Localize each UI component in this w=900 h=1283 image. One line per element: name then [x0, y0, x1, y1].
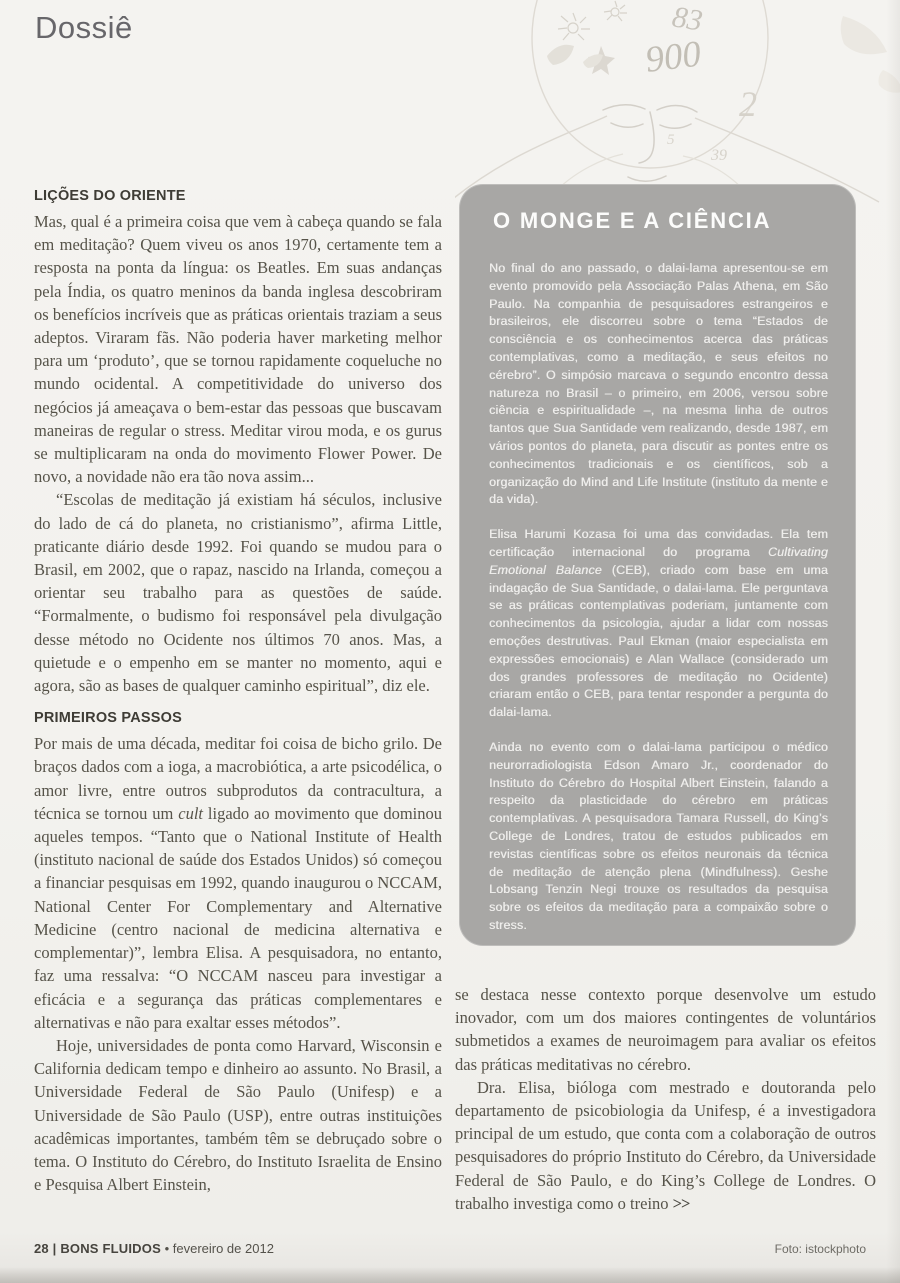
meditating-head-illustration — [455, 0, 900, 205]
star-doodle — [588, 46, 615, 75]
folio-and-issue — [34, 1241, 274, 1256]
face-lines — [603, 105, 697, 182]
italic-term: cult — [178, 803, 203, 823]
page-edge-shadow-right — [886, 0, 900, 1283]
article-paragraph: Mas, qual é a primeira coisa que vem à cabeça quando se fala em meditação? Quem viveu os anos 1970, certamente tem a resposta na ponta da língua: os Beatles. Em suas andanças pela Índia, os quatro meninos da banda inglesa descobriram os benefícios incríveis que as práticas orientais traziam a seus adeptos. Viraram fãs. Não poderia haver marketing melhor para um ‘produto’, que se tornou rapidamente coqueluche no mundo ocidental. A competitividade do universo dos negócios já ameaçava o bem-estar das pessoas que buscavam maneiras de regular o stress. Meditar virou moda, e os gurus se multiplicaram na onda do movimento Flower Power. De novo, a novidade não era tão nova assim... — [34, 212, 442, 487]
page-kicker: Dossiê — [35, 10, 133, 45]
page-footer — [34, 1241, 866, 1256]
magazine-folio: 28 | BONS FLUIDOS — [34, 1241, 161, 1256]
article-paragraph: se destaca nesse contexto porque desenvolve um estudo inovador, com um dos maiores contingentes de voluntários submetidos a exames de neuroimagem para avaliar os efeitos das práticas meditativas no cérebro. — [455, 985, 876, 1074]
italic-term: Cultivating Emotional Balance — [489, 544, 828, 577]
right-column — [455, 983, 876, 1215]
paragraph-text: Dra. Elisa, bióloga com mestrado e doutoranda pelo departamento de psicobiologia da Unifesp, é a investigadora principal de um estudo, que conta com a colaboração de outros pesquisadores do próprio Instituto do Cérebro, da Universidade Federal de São Paulo, e do King’s College de Londres. O trabalho investiga como o treino — [455, 1077, 876, 1213]
article-paragraph: Hoje, universidades de ponta como Harvard, Wisconsin e California dedicam tempo e dinheiro ao assunto. No Brasil, a Universidade Federal de São Paulo (Unifesp) e a Universidade de São Paulo (USP), entre outras instituições acadêmicas importantes, também têm se debruçado sobre o tema. O Instituto do Cérebro, do Instituto Israelita de Ensino e Pesquisa Albert Einstein, — [34, 1035, 442, 1195]
section-heading-primeiros-passos: PRIMEIROS PASSOS — [34, 710, 182, 727]
svg-text:2: 2 — [739, 84, 757, 124]
number-doodles — [643, 0, 757, 164]
continuation-arrows-icon: >> — [672, 1193, 690, 1213]
leaf-doodle — [547, 45, 574, 65]
sidebar-box-title: O MONGE E A CIÊNCIA — [493, 208, 772, 233]
paragraph-text: Elisa Harumi Kozasa foi uma das convidadas. Ela tem certificação internacional do programa — [489, 527, 828, 559]
page-edge-shadow-bottom — [0, 1267, 900, 1283]
svg-text:83: 83 — [669, 0, 705, 38]
section-heading-licoes-do-oriente: LIÇÕES DO ORIENTE — [34, 188, 186, 204]
sidebar-box-monge-e-ciencia — [459, 184, 856, 946]
article-paragraph: “Escolas de meditação já existiam há séculos, inclusive do lado de cá do planeta, no cristianismo”, afirma Little, praticante diário desde 1992. Foi quando se mudou para o Brasil, em 2002, que o rapaz, nascido na Irlanda, começou a orientar seu trabalho para as questões de saúde. “Formalmente, o budismo foi responsável pela divulgação desse método no Ocidente nos últimos 70 anos. Mas, a quietude e o empenho em se manter no momento, aqui e agora, são as bases de qualquer caminho espiritual”, diz ele. — [34, 490, 442, 696]
article-paragraph — [455, 1076, 876, 1215]
leaf-doodle — [879, 70, 900, 93]
flower-doodles — [558, 1, 627, 40]
paragraph-text: (CEB), criado com base em uma indagação de Sua Santidade, o dalai-lama. Ele perguntava se as práticas contemplativas poderiam, juntamente com conhecimentos da psicologia, ajudar a lidar com nossas emoções destrutivas. Paul Ekman (maior especialista em expressões emocionais) e Alan Wallace (considerado um dos grandes professores de meditação no Ocidente) criaram então o CEB, para tentar responder a pergunta do dalai-lama. — [489, 562, 829, 720]
photo-credit: Foto: istockphoto — [774, 1242, 866, 1256]
svg-text:900: 900 — [643, 33, 704, 81]
issue-date: • fevereiro de 2012 — [164, 1241, 274, 1256]
paragraph-text: ligado ao movimento que dominou aqueles tempos. “Tanto que o National Institute of Health (instituto nacional de saúde dos Estados Unidos) só começou a financiar pesquisas em 1992, quando inaugurou o NCCAM, National Center For Complementary and Alternative Medicine (centro nacional de medicina alternativa e complementar)”, lembra Elisa. A pesquisadora, no entanto, faz uma ressalva: “O NCCAM nasceu para investigar a eficácia e a segurança das práticas complementares e alternativas e não para exaltar esses métodos”. — [34, 803, 442, 1032]
svg-text:39: 39 — [711, 147, 727, 164]
article-paragraph — [34, 732, 442, 1034]
sidebar-paragraph: No final do ano passado, o dalai-lama apresentou-se em evento promovido pela Associação Palas Athena, em São Paulo. Na companhia de pesquisadores estrangeiros e brasileiros, ele discorreu sobre o tema “Estados de consciência e os conhecimentos acerca das práticas contemplativas, como a meditação, e seus efeitos no cérebro”. O simpósio marcava o segundo encontro dessa natureza no Brasil – o primeiro, em 2006, versou sobre ciência e espiritualidade –, na mesma linha de outros tantos que Sua Santidade vem realizando, desde 1987, em vários pontos do planeta, para discutir as pontes entre os conhecimentos tradicionais e os científicos, sob a organização do Mind and Life Institute (instituto da mente e da vida). — [489, 261, 828, 507]
leaf-doodle — [841, 16, 887, 54]
paragraph-text: Por mais de uma década, meditar foi coisa de bicho grilo. De braços dados com a ioga, a macrobiótica, a arte psicodélica, o amor livre, entre outros subprodutos da contracultura, a técnica se tornou um — [34, 734, 442, 823]
sidebar-paragraph — [489, 526, 828, 722]
leaf-doodle — [583, 54, 603, 68]
left-column — [34, 188, 442, 1196]
svg-text:5: 5 — [667, 132, 675, 148]
sidebar-paragraph: Ainda no evento com o dalai-lama participou o médico neurorradiologista Edson Amaro Jr., coordenador do Instituto do Cérebro do Hospital Albert Einstein, falando a respeito da plasticidade do cérebro em práticas contemplativas. A pesquisadora Tamara Russell, do King’s College de Londres, tratou de estudos publicados em revistas científicas sobre os efeitos neuronais da técnica de meditação de atenção plena (Mindfulness). Geshe Lobsang Tenzin Negi trouxe os resultados da pesquisa sobre os efeitos da meditação para a compaixão sobre o stress. — [489, 739, 828, 932]
